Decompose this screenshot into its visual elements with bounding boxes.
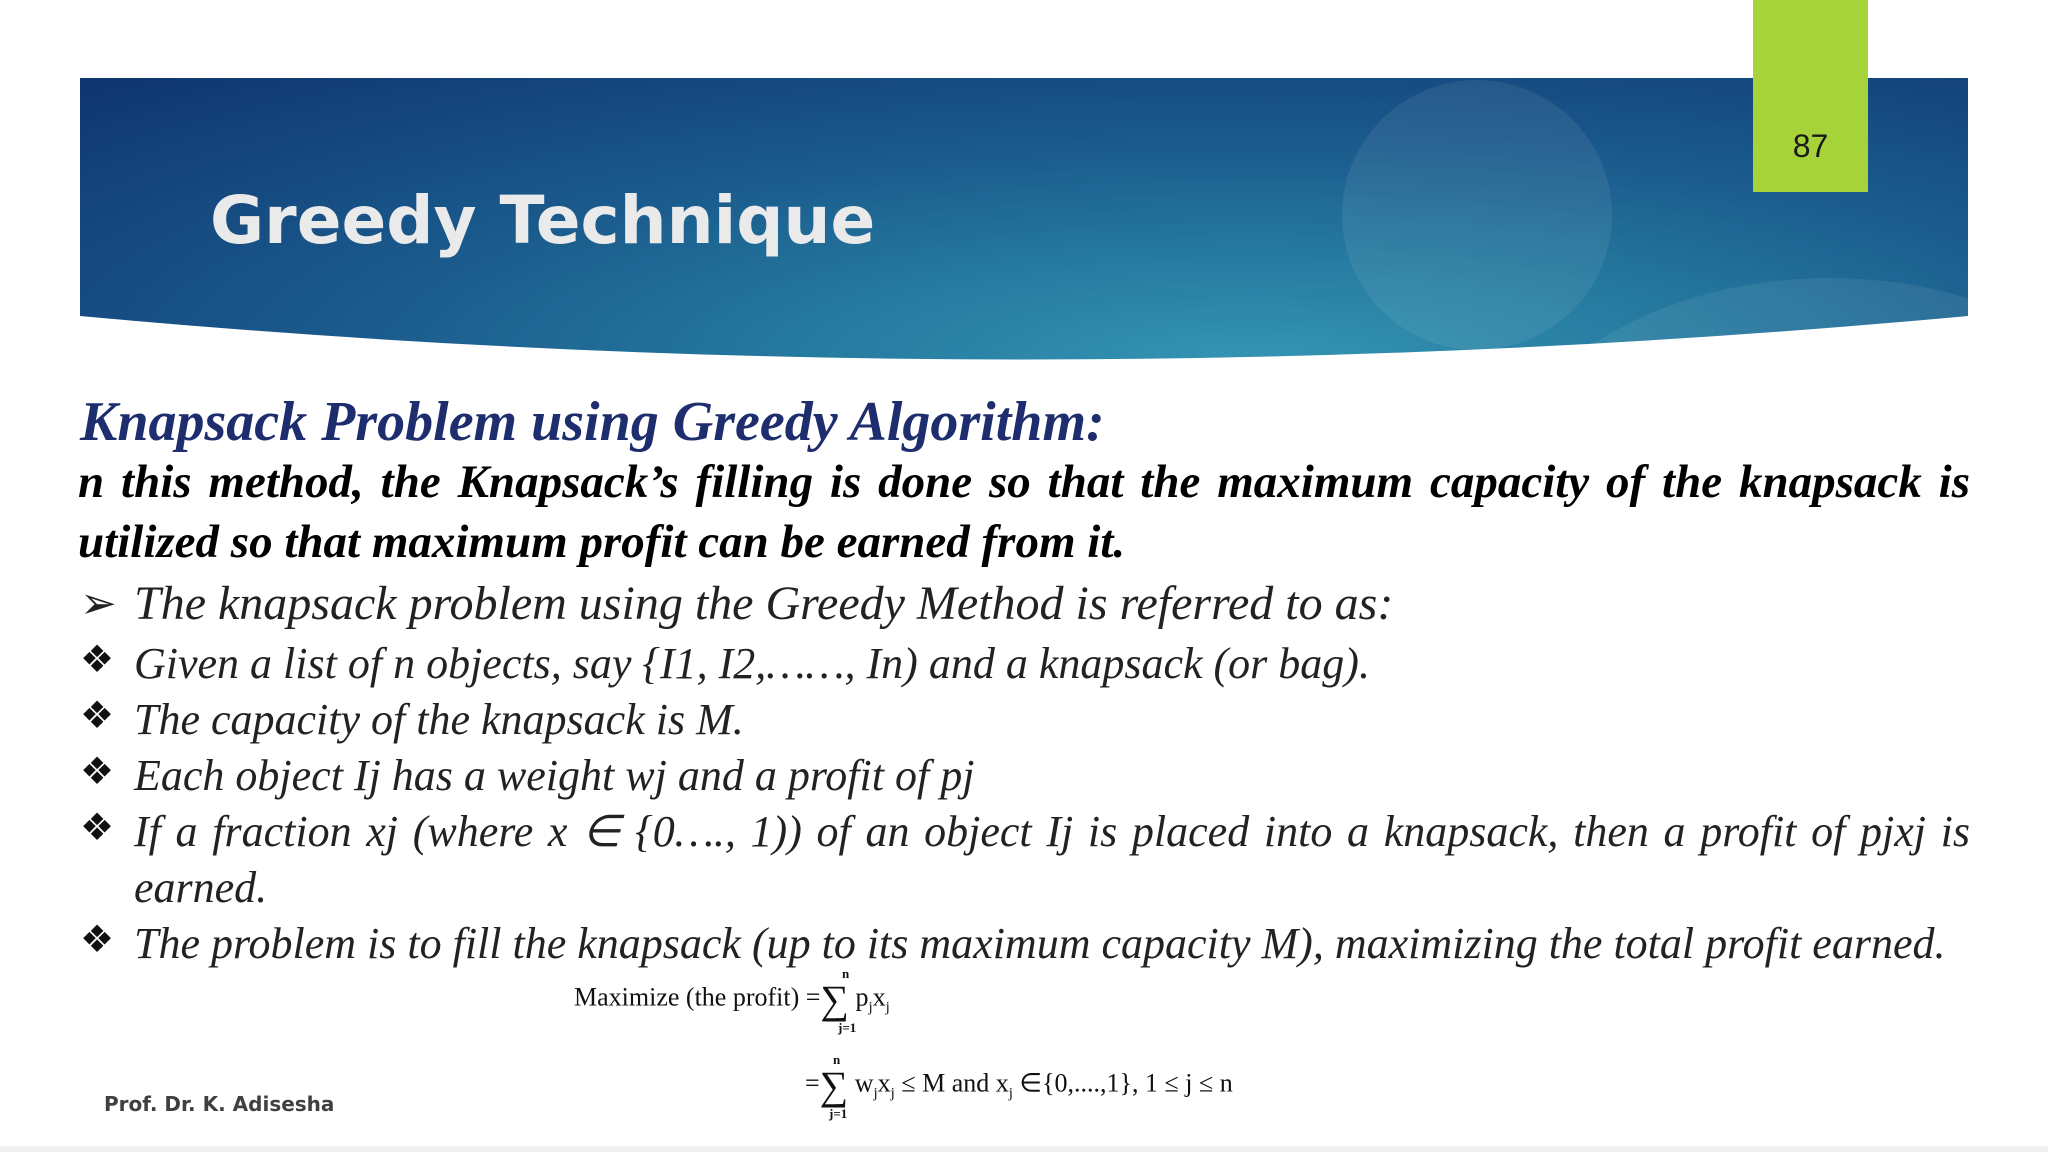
sum-symbol: ∑ [820,977,849,1022]
formula-term: p [855,982,869,1012]
bullet-list [80,636,1970,972]
list-item-text: The capacity of the knapsack is M. [134,695,744,744]
diamond-bullet-icon: ❖ [80,639,115,681]
diamond-bullet-icon: ❖ [80,751,115,793]
formula-subscript: j [868,999,873,1016]
sum-symbol: ∑ [819,1063,849,1108]
footer-author: Prof. Dr. K. Adisesha [104,1092,335,1116]
formula-subscript: j [890,1085,895,1102]
intro-paragraph: n this method, the Knapsack’s filling is done so that the maximum capacity of the knapsack is utilized so that maximum profit can be earned from it. [78,456,1970,568]
list-item [80,916,1970,972]
formula-subscript: j [873,1085,878,1102]
objective-formula [574,966,890,1035]
sum-lower-limit: j=1 [829,1106,848,1121]
formula-lhs: Maximize (the profit) = [574,982,821,1012]
list-item [80,692,1970,748]
formula-constraint-tail: ∈{0,....,1}, 1 ≤ j ≤ n [1019,1068,1233,1098]
formula-subscript: j [885,999,890,1016]
page-title: Greedy Technique [210,182,876,259]
bottom-strip [0,1146,2048,1152]
formula-subscript: j [1008,1085,1013,1102]
arrow-bullet-icon: ➢ [80,579,117,628]
diamond-bullet-icon: ❖ [80,695,115,737]
list-item [80,748,1970,804]
section-heading: Knapsack Problem using Greedy Algorithm: [80,391,1105,453]
list-item [80,636,1970,692]
page-number: 87 [1792,128,1829,164]
formula-term: x [872,982,886,1012]
list-item [80,804,1970,916]
lead-text: The knapsack problem using the Greedy Method is referred to as: [134,577,1394,630]
diamond-bullet-icon: ❖ [80,807,115,849]
formula-term: x [877,1068,891,1098]
decorative-circle [1342,80,1612,350]
sum-lower-limit: j=1 [838,1020,857,1035]
sum-upper-limit: n [842,966,850,981]
formula-term: w [854,1068,874,1098]
list-item-text: Each object Ij has a weight wj and a profit of pj [134,751,975,800]
constraint-formula [805,1052,1233,1121]
sum-upper-limit: n [833,1052,841,1067]
list-item-text: The problem is to fill the knapsack (up to its maximum capacity M), maximizing the total profit earned. [134,919,1946,968]
list-item-text: Given a list of n objects, say {I1, I2,……, In) and a knapsack (or bag). [134,639,1370,688]
formula-lhs: = [805,1068,820,1098]
formula-constraint: ≤ M and x [901,1068,1009,1098]
diamond-bullet-icon: ❖ [80,919,115,961]
list-item-text: If a fraction xj (where x ∈ {0…., 1)) of an object Ij is placed into a knapsack, then a profit of pjxj is earned. [134,807,1970,912]
